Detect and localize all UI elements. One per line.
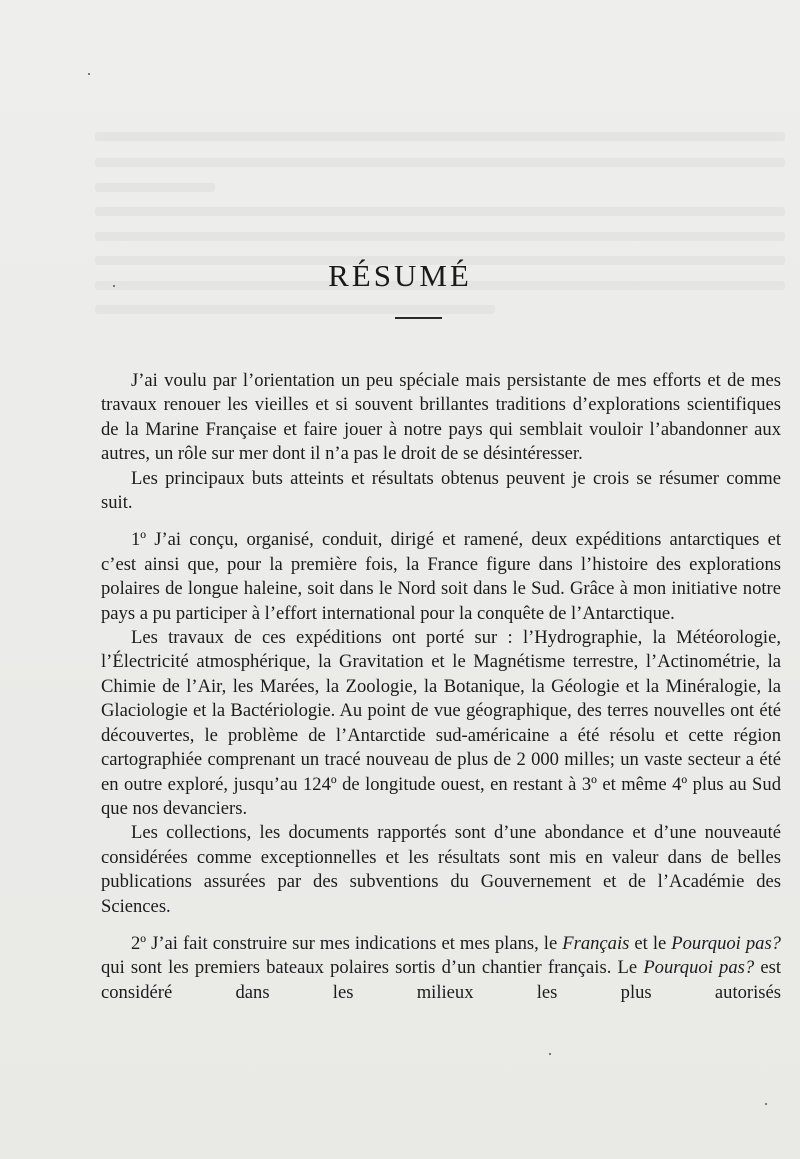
paragraph-point-2 (101, 932, 781, 1005)
dust-speck (88, 73, 90, 75)
show-through-line (95, 183, 215, 192)
point-2-text: est considéré dans les milieux les plus autorisés (101, 957, 781, 1003)
point-2-text: et le (629, 932, 672, 954)
paragraph-intro: J’ai voulu par l’orientation un peu spéciale mais persistante de mes efforts et de mes travaux renouer les vieilles et si souvent brillantes traditions d’explorations scientifiques de la Marine Française et faire jouer à notre pays qui semblait vouloir l’abandonner aux autres, un rôle sur mer dont il n’a pas le droit de se désintéresser. (101, 370, 781, 465)
show-through-line (95, 158, 785, 167)
ship-name-pourquoi-pas: Pourquoi pas? (671, 932, 781, 954)
dust-speck (549, 1053, 551, 1055)
point-2-text: 2º J’ai fait construire sur mes indications et mes plans, le (131, 932, 563, 954)
point-2-text: qui sont les premiers bateaux polaires sortis d’un chantier français. Le (101, 957, 644, 979)
paragraph-point-1: 1º J’ai conçu, organisé, conduit, dirigé et ramené, deux expéditions antarctiques et c’est ainsi que, pour la première fois, la France figure dans l’histoire des explorations polaires de longue haleine, soit dans le Nord soit dans le Sud. Grâce à mon initiative notre pays a pu participer à l’effort international pour la conquête de l’Antarctique. (101, 529, 781, 624)
show-through-line (95, 232, 785, 241)
page-title: RÉSUMÉ (328, 258, 472, 293)
paragraph-summary-lead: Les principaux buts atteints et résultats obtenus peuvent je crois se résumer comme suit. (101, 467, 781, 514)
show-through-line (95, 207, 785, 216)
body-text (101, 369, 781, 1005)
paragraph-collections: Les collections, les documents rapportés sont d’une abondance et d’une nouveauté considérées comme exceptionnelles et les résultats sont mis en valeur dans de belles publications assurées par des subventions du Gouvernement et de l’Académie des Sciences. (101, 822, 781, 917)
ship-name-pourquoi-pas: Pourquoi pas? (643, 957, 755, 979)
paragraph-expedition-works: Les travaux de ces expéditions ont porté sur : l’Hydrographie, la Météorologie, l’Électricité atmosphérique, la Gravitation et le Magnétisme terrestre, l’Actinométrie, la Chimie de l’Air, les Marées, la Zoologie, la Botanique, la Géologie et la Minéralogie, la Glaciologie et la Bactériologie. Au point de vue géographique, des terres nouvelles ont été découvertes, le problème de l’Antarctide sud-américaine a été résolu et cette région cartographiée comprenant un tracé nouveau de plus de 2 000 milles; un vaste secteur a été en outre exploré, jusqu’au 124º de longitude ouest, en restant à 3º et même 4º plus au Sud que nos devanciers. (101, 627, 781, 819)
dust-speck (765, 1103, 767, 1105)
title-rule (395, 317, 442, 319)
ship-name-francais: Français (562, 932, 630, 954)
show-through-line (95, 132, 785, 141)
show-through-line (95, 305, 495, 314)
